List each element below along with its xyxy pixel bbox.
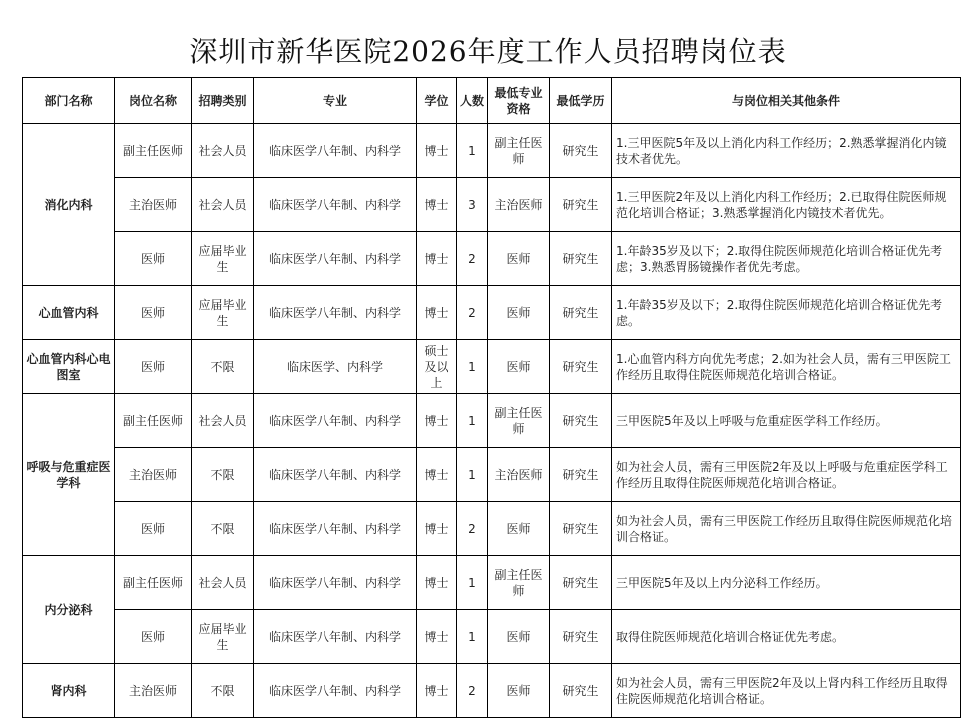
degree-cell: 博士 [417, 232, 457, 286]
dept-cell: 心血管内科 [23, 286, 115, 340]
count-cell: 3 [457, 178, 488, 232]
header-education: 最低学历 [550, 78, 612, 124]
table-row [23, 664, 961, 718]
table-row [23, 340, 961, 394]
table-row [23, 610, 961, 664]
count-cell: 2 [457, 664, 488, 718]
table-row [23, 124, 961, 178]
header-major: 专业 [254, 78, 417, 124]
count-cell: 1 [457, 340, 488, 394]
conditions-cell: 1.年龄35岁及以下；2.取得住院医师规范化培训合格证优先考虑；3.熟悉胃肠镜操作者优先考虑。 [612, 232, 961, 286]
major-cell: 临床医学八年制、内科学 [254, 610, 417, 664]
education-cell: 研究生 [550, 394, 612, 448]
type-cell: 社会人员 [192, 178, 254, 232]
qualification-cell: 副主任医师 [488, 394, 550, 448]
count-cell: 1 [457, 124, 488, 178]
qualification-cell: 医师 [488, 664, 550, 718]
type-cell: 社会人员 [192, 124, 254, 178]
qualification-cell: 医师 [488, 610, 550, 664]
dept-cell: 呼吸与危重症医学科 [23, 394, 115, 556]
major-cell: 临床医学八年制、内科学 [254, 178, 417, 232]
degree-cell: 博士 [417, 124, 457, 178]
page-title: 深圳市新华医院2026年度工作人员招聘岗位表 [189, 35, 787, 68]
qualification-cell: 医师 [488, 232, 550, 286]
conditions-cell: 取得住院医师规范化培训合格证优先考虑。 [612, 610, 961, 664]
count-cell: 2 [457, 286, 488, 340]
recruitment-table [22, 77, 961, 718]
header-degree: 学位 [417, 78, 457, 124]
major-cell: 临床医学、内科学 [254, 340, 417, 394]
table-row [23, 232, 961, 286]
major-cell: 临床医学八年制、内科学 [254, 502, 417, 556]
header-count: 人数 [457, 78, 488, 124]
position-cell: 副主任医师 [115, 556, 192, 610]
conditions-cell: 1.心血管内科方向优先考虑；2.如为社会人员，需有三甲医院工作经历且取得住院医师规范化培训合格证。 [612, 340, 961, 394]
major-cell: 临床医学八年制、内科学 [254, 286, 417, 340]
type-cell: 应届毕业生 [192, 286, 254, 340]
header-dept: 部门名称 [23, 78, 115, 124]
degree-cell: 博士 [417, 556, 457, 610]
position-cell: 主治医师 [115, 664, 192, 718]
position-cell: 副主任医师 [115, 124, 192, 178]
degree-cell: 博士 [417, 448, 457, 502]
conditions-cell: 1.年龄35岁及以下；2.取得住院医师规范化培训合格证优先考虑。 [612, 286, 961, 340]
degree-cell: 博士 [417, 178, 457, 232]
type-cell: 应届毕业生 [192, 610, 254, 664]
count-cell: 1 [457, 556, 488, 610]
conditions-cell: 如为社会人员，需有三甲医院2年及以上呼吸与危重症医学科工作经历且取得住院医师规范化培训合格证。 [612, 448, 961, 502]
position-cell: 医师 [115, 502, 192, 556]
major-cell: 临床医学八年制、内科学 [254, 124, 417, 178]
qualification-cell: 医师 [488, 502, 550, 556]
education-cell: 研究生 [550, 502, 612, 556]
degree-cell: 博士 [417, 664, 457, 718]
degree-cell: 硕士及以上 [417, 340, 457, 394]
conditions-cell: 如为社会人员，需有三甲医院2年及以上肾内科工作经历且取得住院医师规范化培训合格证。 [612, 664, 961, 718]
education-cell: 研究生 [550, 610, 612, 664]
position-cell: 医师 [115, 610, 192, 664]
count-cell: 1 [457, 610, 488, 664]
type-cell: 应届毕业生 [192, 232, 254, 286]
conditions-cell: 1.三甲医院5年及以上消化内科工作经历；2.熟悉掌握消化内镜技术者优先。 [612, 124, 961, 178]
type-cell: 不限 [192, 664, 254, 718]
dept-cell: 消化内科 [23, 124, 115, 286]
conditions-cell: 如为社会人员，需有三甲医院工作经历且取得住院医师规范化培训合格证。 [612, 502, 961, 556]
major-cell: 临床医学八年制、内科学 [254, 232, 417, 286]
degree-cell: 博士 [417, 610, 457, 664]
table-row [23, 286, 961, 340]
degree-cell: 博士 [417, 502, 457, 556]
table-row [23, 178, 961, 232]
education-cell: 研究生 [550, 124, 612, 178]
header-conditions: 与岗位相关其他条件 [612, 78, 961, 124]
education-cell: 研究生 [550, 232, 612, 286]
education-cell: 研究生 [550, 448, 612, 502]
position-cell: 医师 [115, 232, 192, 286]
qualification-cell: 主治医师 [488, 178, 550, 232]
header-position: 岗位名称 [115, 78, 192, 124]
degree-cell: 博士 [417, 394, 457, 448]
major-cell: 临床医学八年制、内科学 [254, 448, 417, 502]
count-cell: 1 [457, 394, 488, 448]
type-cell: 社会人员 [192, 556, 254, 610]
major-cell: 临床医学八年制、内科学 [254, 556, 417, 610]
qualification-cell: 副主任医师 [488, 124, 550, 178]
type-cell: 不限 [192, 502, 254, 556]
table-row [23, 394, 961, 448]
qualification-cell: 主治医师 [488, 448, 550, 502]
education-cell: 研究生 [550, 556, 612, 610]
education-cell: 研究生 [550, 340, 612, 394]
major-cell: 临床医学八年制、内科学 [254, 394, 417, 448]
conditions-cell: 三甲医院5年及以上内分泌科工作经历。 [612, 556, 961, 610]
table-row [23, 448, 961, 502]
header-row [23, 78, 961, 124]
header-qualification: 最低专业资格 [488, 78, 550, 124]
table-row [23, 502, 961, 556]
count-cell: 2 [457, 502, 488, 556]
count-cell: 1 [457, 448, 488, 502]
dept-cell: 内分泌科 [23, 556, 115, 664]
header-type: 招聘类别 [192, 78, 254, 124]
education-cell: 研究生 [550, 178, 612, 232]
position-cell: 主治医师 [115, 178, 192, 232]
type-cell: 不限 [192, 340, 254, 394]
major-cell: 临床医学八年制、内科学 [254, 664, 417, 718]
dept-cell: 肾内科 [23, 664, 115, 718]
table-row [23, 556, 961, 610]
position-cell: 主治医师 [115, 448, 192, 502]
education-cell: 研究生 [550, 286, 612, 340]
dept-cell: 心血管内科心电图室 [23, 340, 115, 394]
conditions-cell: 三甲医院5年及以上呼吸与危重症医学科工作经历。 [612, 394, 961, 448]
degree-cell: 博士 [417, 286, 457, 340]
position-cell: 副主任医师 [115, 394, 192, 448]
education-cell: 研究生 [550, 664, 612, 718]
qualification-cell: 副主任医师 [488, 556, 550, 610]
conditions-cell: 1.三甲医院2年及以上消化内科工作经历；2.已取得住院医师规范化培训合格证；3.熟悉掌握消化内镜技术者优先。 [612, 178, 961, 232]
qualification-cell: 医师 [488, 340, 550, 394]
type-cell: 不限 [192, 448, 254, 502]
type-cell: 社会人员 [192, 394, 254, 448]
count-cell: 2 [457, 232, 488, 286]
position-cell: 医师 [115, 286, 192, 340]
position-cell: 医师 [115, 340, 192, 394]
qualification-cell: 医师 [488, 286, 550, 340]
